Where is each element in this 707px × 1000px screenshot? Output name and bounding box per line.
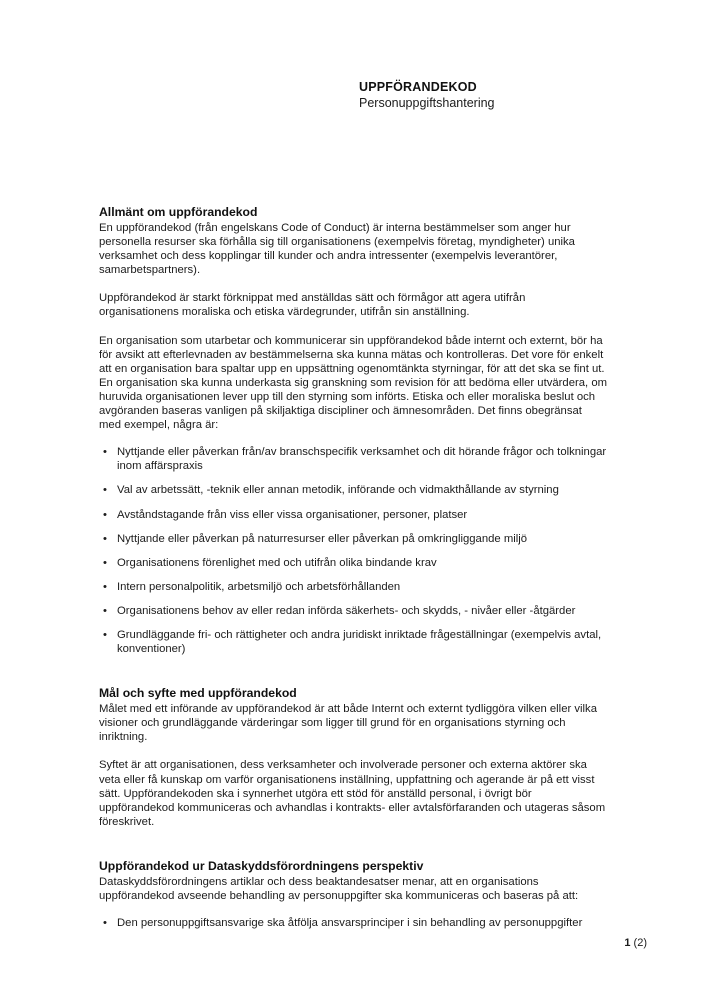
section-heading: Allmänt om uppförandekod [99, 205, 258, 219]
paragraph: Dataskyddsförordningens artiklar och dess beaktandesatser menar, att en organisations uppförandekod avseende behandling av personuppgifter ska kommuniceras och baseras på att: [99, 875, 579, 902]
list-item-text: Val av arbetssätt, -teknik eller annan metodik, införande och vidmakthållande av styrning [117, 484, 559, 497]
section-allmant-om-uppforandekod [99, 205, 607, 656]
list-item-text: Organisationens förenlighet med och utifrån olika bindande krav [117, 556, 437, 569]
bullet-icon: • [103, 508, 107, 521]
paragraph: En organisation som utarbetar och kommunicerar sin uppförandekod både internt och externt, bör ha för avsikt att efterlevnaden av bestämmelserna ska kunna mätas och kontrolleras. Det vore för enkelt att en organisation bara spaltar upp en uppsättning ogenomtänkta styrningar, för att det ska se fint ut. En organisation ska kunna underkasta sig granskning som revision för att bedöma eller utvärdera, om huruvida organisationen lever upp till den styrning som införts. Etiska och eller moraliska beslut och avgöranden baseras vanligen på skiljaktiga discipliner och ämnesområden. Det finns obegränsat med exempel, några är: [99, 334, 608, 432]
list-item [99, 508, 607, 522]
list-item-text: Nyttjande eller påverkan på naturresurser eller påverkan på omkringliggande miljö [117, 532, 528, 545]
section-mal-och-syfte [99, 686, 607, 829]
list-item-text: Grundläggande fri- och rättigheter och andra juridiskt inriktade frågeställningar (exempelvis avtal, konventioner) [117, 628, 602, 656]
list-item [99, 580, 607, 594]
bullet-icon: • [103, 604, 107, 617]
section-heading: Mål och syfte med uppförandekod [99, 686, 297, 701]
list-item [99, 532, 607, 546]
list-item [99, 556, 607, 570]
bullet-list [99, 916, 607, 930]
paragraph: Syftet är att organisationen, dess verksamheter och involverade personer och externa aktörer ska veta eller få kunskap om varför organisationens inställning, uppfattning och agerande är på ett visst sätt. Uppförandekoden ska i synnerhet utgöra ett stöd för anställd personal, i övrigt bör uppförandekod kommuniceras och avhandlas i kontrakts- eller avtalsförfaranden och utageras såsom föreskrivet. [99, 759, 606, 828]
list-item [99, 483, 607, 497]
document-body [99, 205, 607, 930]
list-item [99, 604, 607, 618]
section-dataskyddsforordningens-perspektiv [99, 859, 607, 930]
list-item-text: Avståndstagande från viss eller vissa organisationer, personer, platser [117, 508, 468, 521]
list-item-text: Organisationens behov av eller redan införda säkerhets- och skydds, - nivåer eller -åtgärder [117, 604, 576, 617]
bullet-icon: • [103, 446, 107, 459]
bullet-icon: • [103, 532, 107, 545]
list-item-text: Den personuppgiftsansvarige ska åtfölja ansvarsprinciper i sin behandling av personuppgifter [117, 917, 583, 930]
paragraph: En uppförandekod (från engelskans Code of Conduct) är interna bestämmelser som anger hur personella resurser ska förhålla sig till organisationens (exempelvis företag, myndigheter) unika verksamhet och dess kopplingar till kunder och andra intressenter (exempelvis leverantörer, samarbetspartners). [99, 222, 575, 277]
list-item [99, 445, 607, 473]
list-item [99, 916, 607, 930]
section-heading: Uppförandekod ur Dataskyddsförordningens perspektiv [99, 858, 424, 873]
document-header [359, 80, 495, 111]
footer-page-number: 1 [624, 937, 631, 949]
list-item-text: Intern personalpolitik, arbetsmiljö och arbetsförhållanden [117, 580, 401, 593]
list-item-text: Nyttjande eller påverkan från/av branschspecifik verksamhet och dit hörande frågor och tolkningar inom affärspraxis [117, 446, 607, 473]
document-subtitle: Personuppgiftshantering [359, 96, 495, 110]
bullet-icon: • [103, 628, 107, 641]
bullet-icon: • [103, 484, 107, 497]
bullet-icon: • [103, 556, 107, 569]
bullet-icon: • [103, 580, 107, 593]
bullet-list [99, 445, 607, 656]
document-title: UPPFÖRANDEKOD [359, 80, 477, 94]
list-item [99, 628, 607, 656]
bullet-icon: • [103, 917, 107, 930]
paragraph: Uppförandekod är starkt förknippat med anställdas sätt och förmågor att agera utifrån organisationens moraliska och etiska värdegrunder, utifrån sin anställning. [99, 292, 526, 319]
page-footer [624, 937, 647, 950]
footer-page-total: (2) [633, 937, 647, 949]
paragraph: Målet med ett införande av uppförandekod är att både Internt och externt tydliggöra vilken eller vilka visioner och grundläggande värderingar som ligger till grund för en organisations styrning och inriktning. [99, 703, 597, 744]
